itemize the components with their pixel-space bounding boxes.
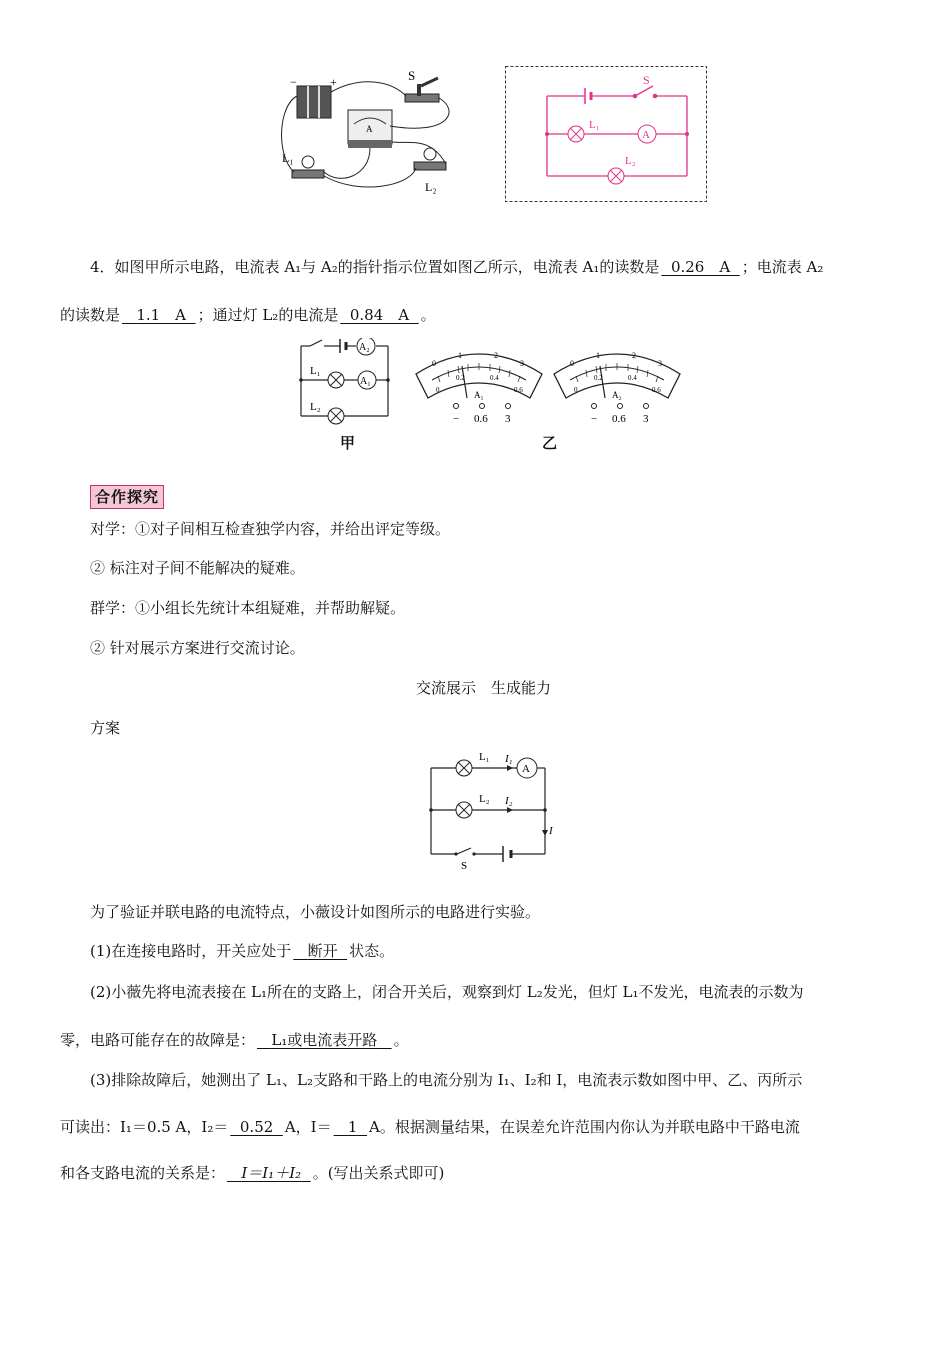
q4-line-1 [90, 257, 823, 277]
battery-symbol [585, 88, 591, 104]
q4-text-4: ；通过灯 L₂的电流是 [197, 306, 339, 324]
experiment-p2-line1: (2)小薇先将电流表接在 L₁所在的支路上，闭合开关后，观察到灯 L₂发光，但灯 L₁不发光，电流表的示数为 [90, 983, 804, 1001]
plan-label: 方案 [90, 719, 121, 737]
p3-text-e: 。(写出关系式即可) [312, 1164, 445, 1182]
lamp-l2-symbol [328, 408, 344, 424]
q4-text-5: 。 [420, 306, 436, 324]
experiment-p3-line2 [60, 1117, 800, 1137]
lamp-l2-label: L₂ [425, 180, 437, 194]
ammeter-label: A [642, 129, 650, 141]
svg-text:1: 1 [458, 351, 462, 360]
p2-text-b: 。 [393, 1031, 409, 1049]
svg-text:0: 0 [432, 359, 436, 368]
ammeter-label: A [522, 763, 530, 775]
q4-circuit-jia [296, 338, 396, 428]
svg-text:−: − [591, 413, 598, 425]
lamp-l2-symbol [608, 168, 624, 184]
q4-line-2 [60, 305, 436, 325]
lamp-l2-symbol [456, 802, 472, 818]
svg-text:0.2: 0.2 [594, 374, 603, 382]
experiment-p3-line1: (3)排除故障后，她测出了 L₁、L₂支路和干路上的电流分别为 I₁、I₂和 I，电流表示数如图中甲、乙、丙所示 [90, 1071, 803, 1089]
p2-answer: L₁或电流表开路 [271, 1031, 378, 1049]
experiment-p2-line2 [60, 1030, 409, 1050]
p3-text-b: A，I＝ [284, 1118, 332, 1136]
current-i2-label: I₂ [505, 795, 513, 807]
p3-answer-i: 1 [347, 1118, 358, 1136]
physical-circuit-figure [270, 66, 470, 196]
p3-answer-relation: I＝I₁＋I₂ [241, 1164, 302, 1182]
svg-text:−: − [453, 413, 460, 425]
lamp-l1 [292, 156, 324, 178]
collab-line-1: 对学：①对子间相互检查独学内容，并给出评定等级。 [90, 520, 451, 538]
experiment-p3-line3 [60, 1163, 444, 1183]
caption-yi: 乙 [542, 434, 558, 452]
current-i1-label: I₁ [505, 753, 513, 765]
svg-text:1: 1 [596, 351, 600, 360]
lamp-l1-symbol [568, 126, 584, 142]
q4-text-3: 的读数是 [60, 306, 121, 324]
meter-a1-name: A₁ [474, 390, 484, 400]
svg-text:0.6: 0.6 [652, 386, 661, 394]
ammeter-label: A [366, 124, 373, 134]
p2-text-a: 零，电路可能存在的故障是： [60, 1031, 256, 1049]
lamp-l1-symbol [456, 760, 472, 776]
p1-text-a: (1)在连接电路时，开关应处于 [90, 942, 292, 960]
svg-text:0: 0 [436, 386, 440, 394]
collab-line-2: ② 标注对子间不能解决的疑难。 [90, 559, 305, 577]
svg-text:0.2: 0.2 [456, 374, 465, 382]
battery-pack [297, 86, 331, 118]
battery-minus-label: − [290, 75, 297, 89]
switch-label: S [643, 73, 650, 87]
collab-line-4: ② 针对展示方案进行交流讨论。 [90, 639, 305, 657]
lamp-l2-label: L₂ [625, 155, 636, 167]
switch-label: S [461, 860, 468, 870]
lamp-l1-label: L₁ [282, 151, 294, 165]
p3-text-a: 可读出：I₁＝0.5 A，I₂＝ [60, 1118, 229, 1136]
lamp-l2-label: L₂ [479, 793, 490, 805]
lamp-l2-label: L₂ [310, 401, 321, 413]
lamp-l1-symbol [328, 372, 344, 388]
p3-answer-i2: 0.52 [239, 1118, 274, 1136]
svg-text:3: 3 [658, 359, 662, 368]
meter-a2-name: A₂ [612, 390, 622, 400]
q4-text-1: 4．如图甲所示电路，电流表 A₁与 A₂的指针指示位置如图乙所示，电流表 A₁的读数是 [90, 258, 660, 276]
q4-answer-l2: 0.84 A [349, 306, 410, 324]
ammeter-a2-label: A₂ [359, 342, 370, 353]
svg-text:3: 3 [505, 413, 511, 425]
lamp-l1-label: L₁ [310, 365, 321, 377]
schematic-figure-pink [505, 66, 707, 202]
current-i-label: I [549, 825, 553, 837]
battery-plus-label: + [330, 75, 337, 89]
p1-answer: 断开 [307, 942, 338, 960]
q4-meter-a1 [412, 340, 546, 428]
experiment-intro: 为了验证并联电路的电流特点，小薇设计如图所示的电路进行实验。 [90, 903, 541, 921]
caption-jia: 甲 [340, 434, 356, 452]
svg-text:2: 2 [494, 351, 498, 360]
svg-text:0: 0 [570, 359, 574, 368]
section-badge-collab: 合作探究 [90, 485, 164, 509]
q4-answer-a1: 0.26 A [670, 258, 731, 276]
q4-meter-a2 [550, 340, 684, 428]
svg-text:2: 2 [632, 351, 636, 360]
p3-text-d: 和各支路电流的关系是： [60, 1164, 226, 1182]
collab-line-3: 群学：①小组长先统计本组疑难，并帮助解疑。 [90, 599, 406, 617]
switch-symbol [633, 86, 657, 98]
q4-answer-a2: 1.1 A [136, 306, 187, 324]
ammeter-a1-label: A₁ [360, 376, 371, 387]
lamp-l1-label: L₁ [479, 751, 490, 763]
svg-text:0.6: 0.6 [514, 386, 523, 394]
svg-text:0: 0 [574, 386, 578, 394]
svg-text:0.6: 0.6 [474, 413, 488, 425]
lamp-l2 [414, 148, 446, 170]
p3-text-c: A。根据测量结果，在误差允许范围内你认为并联电路中干路电流 [369, 1118, 800, 1136]
svg-text:3: 3 [520, 359, 524, 368]
lamp-l1-label: L₁ [589, 119, 600, 131]
svg-text:0.4: 0.4 [628, 374, 637, 382]
p1-text-b: 状态。 [349, 942, 395, 960]
q4-text-2: ；电流表 A₂ [741, 258, 824, 276]
svg-text:0.6: 0.6 [612, 413, 626, 425]
svg-text:0.4: 0.4 [490, 374, 499, 382]
svg-text:3: 3 [643, 413, 649, 425]
section-title: 交流展示 生成能力 [416, 679, 552, 697]
switch-label: S [408, 68, 416, 83]
experiment-p1 [90, 941, 394, 961]
plan-circuit-figure [425, 748, 560, 870]
